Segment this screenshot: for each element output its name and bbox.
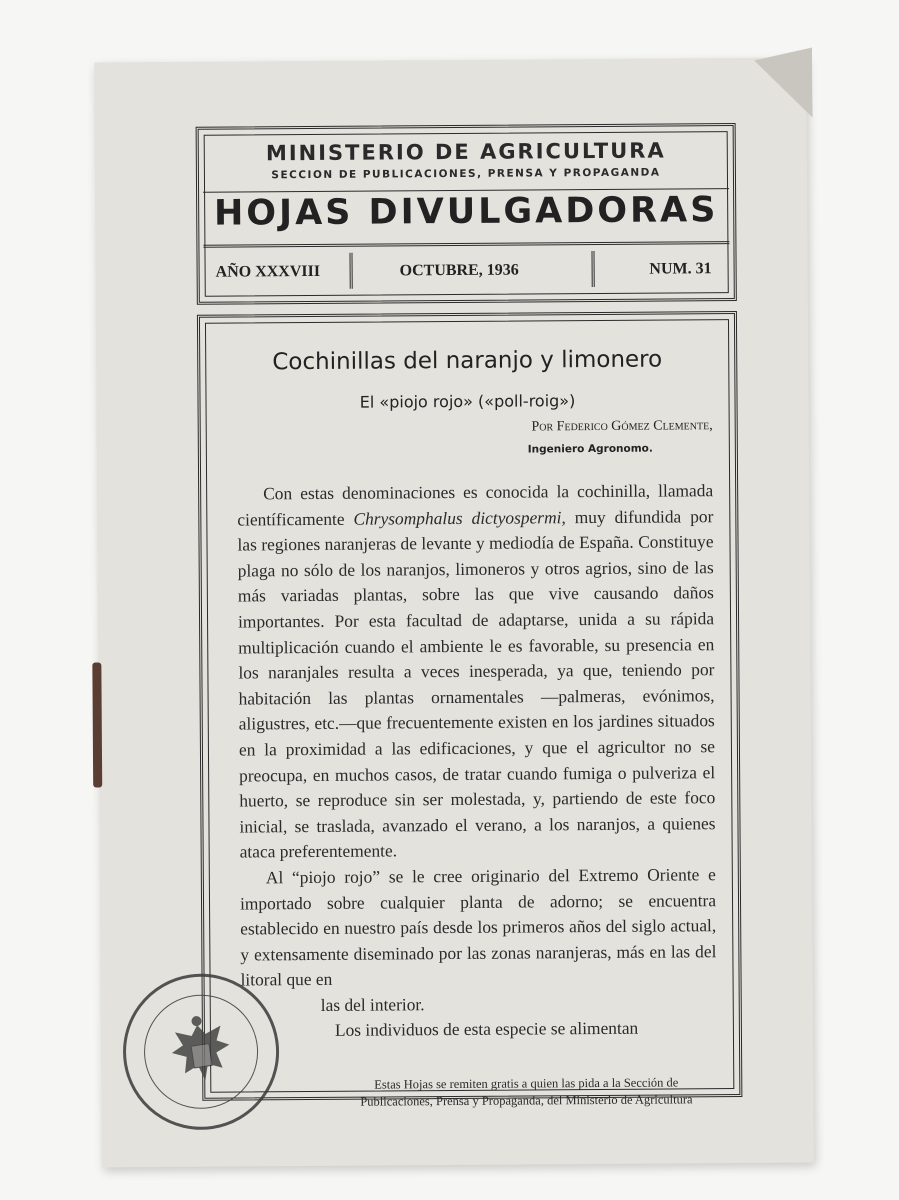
leaflet-page [94, 58, 814, 1168]
article-body [237, 478, 717, 1044]
issue-year: AÑO XXXVIII [215, 262, 321, 281]
paragraph-text: Los individuos de esta especie se alimentan [334, 1018, 639, 1041]
issue-date: OCTUBRE, 1936 [399, 261, 519, 280]
footer-line: Estas Hojas se remiten gratis a quien las pida a la Sección de [374, 1075, 679, 1092]
folded-corner [754, 47, 812, 117]
author-role: Ingeniero Agronomo. [527, 442, 653, 456]
masthead [196, 123, 737, 305]
series-title: HOJAS DIVULGADORAS [213, 190, 719, 234]
paragraph-text: Al “piojo rojo” se le cree originario del Extremo Oriente e importado sobre cualquier planta de adorno; se encuentra establecido en nuestro país desde los primeros años del siglo actual, y extensamente diseminado por las zonas naranjeras, más en las del litoral que en [239, 864, 717, 990]
article-frame [197, 311, 742, 1101]
article-title: Cochinillas del naranjo y limonero [272, 346, 663, 376]
article-author: Por Federico Gómez Clemente, [531, 418, 713, 435]
ministry-name: MINISTERIO DE AGRICULTURA [265, 138, 666, 166]
section-name: SECCION DE PUBLICACIONES, PRENSA Y PROPAGANDA [271, 166, 661, 182]
info-divider-right [591, 251, 594, 287]
paragraph-ending: las del interior. [320, 994, 425, 1015]
article-subtitle: El «piojo rojo» («poll-roig») [359, 391, 576, 412]
paragraph [241, 1016, 717, 1045]
distribution-note [281, 1074, 771, 1111]
species-name: Chrysomphalus dictyospermi, [353, 506, 566, 529]
paragraph [237, 478, 716, 865]
info-divider-left [349, 253, 352, 289]
footer-line: Publicaciones, Prensa y Propaganda, del Ministerio de Agricultura [360, 1092, 693, 1109]
ministry-seal-stamp [113, 963, 290, 1140]
issue-info-bar [199, 248, 733, 292]
paragraph-text: muy difundida por las regiones naranjeras de levante y mediodía de España. Constituye plaga no sólo de los naranjos, limoneros y otros agrios, sino de las más variadas plantas, sobre las que vive causando daños importantes. Por esta facultad de adaptarse, unida a su rápida multiplicación cuando el ambiente le es favorable, su presencia en los naranjales resulta a veces inesperada, ya que, teniendo por habitación las plantas ornamentales —palmeras, evónimos, aligustres, etc.—que frecuentemente existen en los jardines situados en la proximidad a las edificaciones, y que el agricultor no se preocupa, en muchos casos, de tratar cuando fumiga o pulveriza el huerto, se reproduce sin ser molestada, y, partiendo de este foco inicial, se traslada, avanzado el verano, a los naranjos, a quienes ataca preferentemente. [237, 505, 716, 862]
issue-number: NUM. 31 [649, 260, 712, 278]
eagle-emblem-icon [116, 967, 286, 1137]
binding-staple [92, 662, 102, 787]
paragraph-text: Con estas denominaciones es conocida la cochinilla, llamada científicamente [237, 480, 714, 530]
paragraph [240, 862, 717, 993]
